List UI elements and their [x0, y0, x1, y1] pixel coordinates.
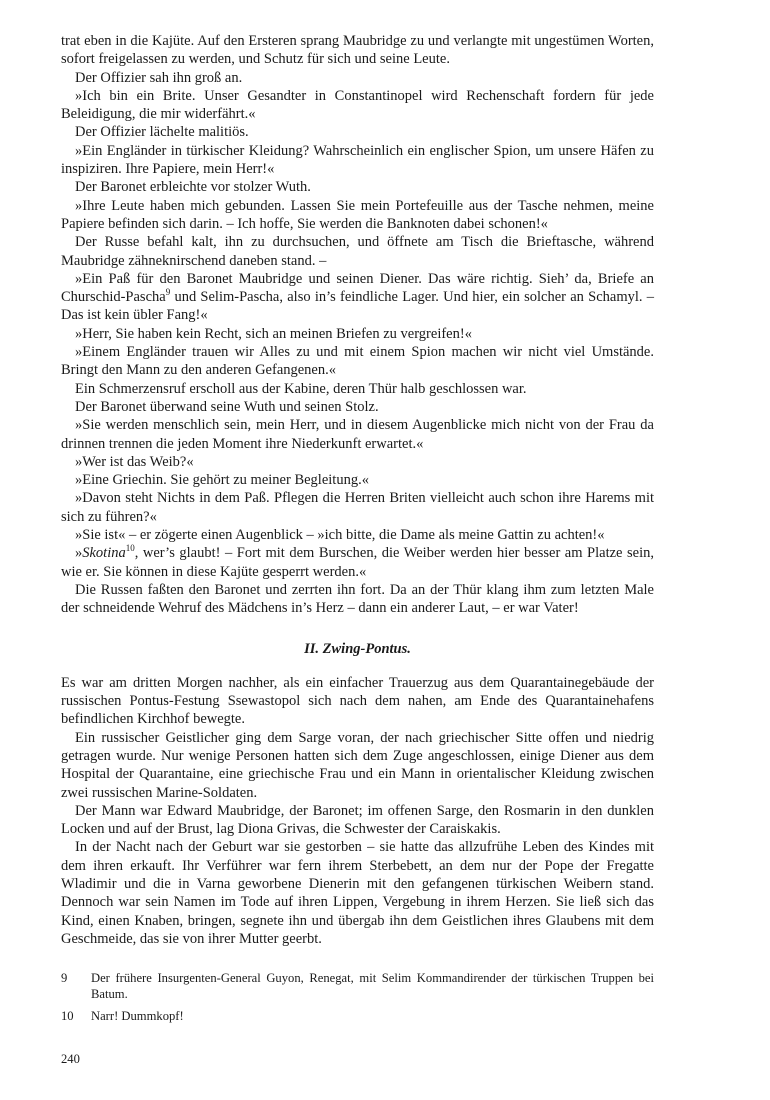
paragraph: »Ich bin ein Brite. Unser Gesandter in Constantinopel wird Rechenschaft fordern für jede Beleidigung, die mir widerfährt.«: [61, 87, 654, 123]
paragraph: »Einem Engländer trauen wir Alles zu und mit einem Spion machen wir nicht viel Umstände. Bringt den Mann zu den anderen Gefangenen.«: [61, 344, 654, 379]
section-heading: II. Zwing-Pontus.: [304, 640, 411, 657]
footnote: [61, 1008, 654, 1024]
paragraph: Der Baronet überwand seine Wuth und seinen Stolz.: [75, 398, 379, 415]
paragraph: »Herr, Sie haben kein Recht, sich an meinen Briefen zu vergreifen!«: [75, 325, 472, 342]
footnote-number: 9: [61, 971, 68, 986]
text-span: »: [75, 545, 83, 562]
paragraph: Der Offizier lächelte malitiös.: [75, 124, 249, 141]
paragraph: trat eben in die Kajüte. Auf den Ersteren sprang Maubridge zu und verlangte mit ungestümen Worten, sofort freigelassen zu werden, und Schutz für sich und seine Leute.: [61, 33, 654, 68]
text-span: und Selim-Pascha, also in’s feindliche Lager. Und hier, ein solcher an Schamyl. – Das ist kein übler Fang!«: [61, 289, 654, 324]
paragraph: »Wer ist das Weib?«: [75, 453, 194, 470]
page-number: 240: [61, 1052, 80, 1066]
paragraph: Es war am dritten Morgen nachher, als ein einfacher Trauerzug aus dem Quarantainegebäude der russischen Pontus-Festung Ssewastopol sich nach dem nahen, am Ende des Quarantainehafens befindlichen Kirchhof bewegte.: [61, 674, 654, 728]
paragraph: Ein russischer Geistlicher ging dem Sarge voran, der nach griechischer Sitte offen und niedrig getragen wurde. Nur wenige Personen hatten sich dem Zuge angeschlossen, einige Diener aus dem Hospital der Quarantaine, eine griechische Frau und ein Mann in orientalischer Kleidung zwischen zwei russischen Marine-Soldaten.: [61, 729, 654, 801]
paragraph: Der Russe befahl kalt, ihn zu durchsuchen, und öffnete am Tisch die Brieftasche, während Maubridge zähneknirschend daneben stand. –: [61, 234, 654, 269]
paragraph: »Sie ist« – er zögerte einen Augenblick – »ich bitte, die Dame als meine Gattin zu achten!«: [75, 527, 605, 544]
paragraph: Der Offizier sah ihn groß an.: [75, 69, 243, 86]
footnote-ref[interactable]: 9: [165, 287, 171, 298]
italic-word: Skotina: [82, 545, 126, 562]
paragraph: In der Nacht nach der Geburt war sie gestorben – sie hatte das allzufrühe Leben des Kindes mit dem ihren erkauft. Ihr Verführer war fern ihrem Sterbebett, an dem nur der Pope der Fregatte Wladimir und die in Varna geworbene Dienerin mit den gefangenen türkischen Weibern stand. Dennoch war sein Namen im Tode auf ihren Lippen, Vergebung in ihrem Herzen. Sie ließ sich das Kind, einen Knaben, bringen, segnete ihn und übergab ihn dem Geistlichen ihres Glaubens mit dem Geschmeide, das sie von ihrer Mutter geerbt.: [61, 839, 654, 947]
paragraph: »Ihre Leute haben mich gebunden. Lassen Sie mein Portefeuille aus der Tasche nehmen, meine Papiere befinden sich darin. – Ich hoffe, Sie werden die Banknoten dabei schonen!«: [61, 197, 654, 232]
paragraph: »Ein Engländer in türkischer Kleidung? Wahrscheinlich ein englischer Spion, um unsere Häfen zu inspiziren. Ihre Papiere, mein Herr!«: [61, 142, 654, 178]
footnote-ref[interactable]: 10: [125, 543, 135, 554]
paragraph-with-footnote: [61, 270, 654, 325]
footnote-text: Narr! Dummkopf!: [91, 1009, 184, 1024]
text-span: , wer’s glaubt! – Fort mit dem Burschen, die Weiber werden hier besser am Platze sein, wie er. Sie können in diese Kajüte gesperrt werden.«: [61, 545, 654, 580]
book-page: [61, 32, 654, 1030]
footnote-text: Der frühere Insurgenten-General Guyon, Renegat, mit Selim Kommandirender der türkischen Truppen bei Batum.: [91, 971, 654, 1002]
footnotes: [61, 970, 654, 1024]
paragraph: »Eine Griechin. Sie gehört zu meiner Begleitung.«: [75, 472, 369, 489]
text-span: »Ein Paß für den Baronet Maubridge und seinen Diener. Das wäre richtig. Sieh’ da, Briefe an Churschid-Pascha: [61, 270, 654, 306]
paragraph-with-footnote: [61, 544, 654, 581]
paragraph: »Sie werden menschlich sein, mein Herr, und in diesem Augenblicke mich nicht von der Frau da drinnen trennen die jeden Moment ihre Niederkunft erwartet.«: [61, 417, 654, 452]
footnote: [61, 970, 654, 1002]
paragraph: Der Baronet erbleichte vor stolzer Wuth.: [75, 179, 311, 196]
paragraph: Der Mann war Edward Maubridge, der Baronet; im offenen Sarge, den Rosmarin in den dunklen Locken und auf der Brust, lag Diona Grivas, die Schwester der Caraiskakis.: [61, 802, 654, 838]
paragraph: Die Russen faßten den Baronet und zerrten ihn fort. Da an der Thür klang ihm zum letzten Male der schneidende Wehruf des Mädchens in’s Herz – dann ein anderer Laut, – er war Vater!: [61, 581, 654, 617]
paragraph: Ein Schmerzensruf erscholl aus der Kabine, deren Thür halb geschlossen war.: [75, 380, 527, 397]
footnote-number: 10: [61, 1009, 74, 1024]
paragraph: »Davon steht Nichts in dem Paß. Pflegen die Herren Briten vielleicht auch schon ihre Harems mit sich zu führen?«: [61, 490, 654, 525]
